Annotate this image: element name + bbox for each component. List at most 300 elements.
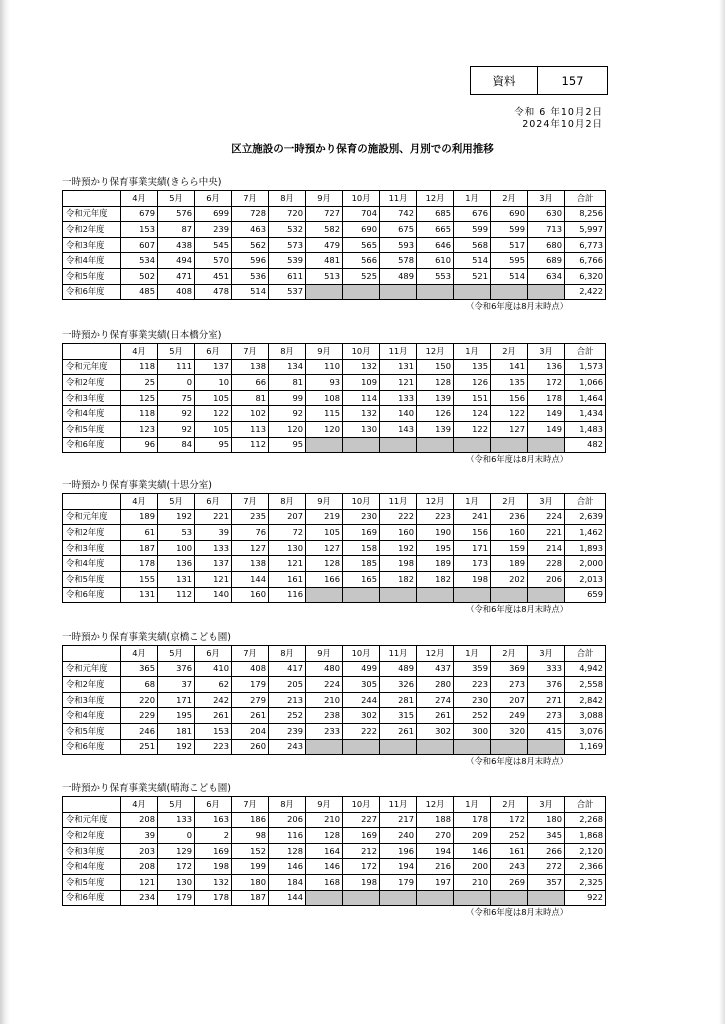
empty-month-cell	[343, 739, 380, 755]
month-value-cell: 578	[380, 253, 417, 269]
month-value-cell: 224	[306, 677, 343, 693]
table-row	[63, 587, 606, 603]
month-value-cell: 269	[491, 874, 528, 890]
month-value-cell: 478	[195, 284, 232, 300]
month-value-cell: 212	[343, 843, 380, 859]
total-cell: 6,766	[565, 253, 606, 269]
month-value-cell: 171	[158, 692, 195, 708]
month-value-cell: 168	[306, 874, 343, 890]
month-value-cell: 133	[380, 390, 417, 406]
month-value-cell: 178	[528, 390, 565, 406]
empty-month-cell	[306, 284, 343, 300]
month-value-cell: 280	[417, 677, 454, 693]
month-value-cell: 182	[417, 571, 454, 587]
month-value-cell: 66	[232, 375, 269, 391]
table-row	[63, 253, 606, 269]
table-row	[63, 222, 606, 238]
empty-month-cell	[491, 587, 528, 603]
header-corner-cell	[63, 191, 121, 207]
month-value-cell: 206	[269, 812, 306, 828]
month-value-cell: 261	[417, 708, 454, 724]
month-value-cell: 144	[232, 571, 269, 587]
month-value-cell: 130	[343, 421, 380, 437]
column-header: 4月	[121, 646, 158, 662]
month-value-cell: 127	[306, 540, 343, 556]
total-cell: 3,088	[565, 708, 606, 724]
month-value-cell: 126	[417, 406, 454, 422]
month-value-cell: 165	[343, 571, 380, 587]
month-value-cell: 196	[380, 843, 417, 859]
month-value-cell: 300	[454, 723, 491, 739]
facility-section	[62, 329, 603, 466]
table-row	[63, 739, 606, 755]
month-value-cell: 189	[491, 556, 528, 572]
month-value-cell: 205	[269, 677, 306, 693]
month-value-cell: 408	[158, 284, 195, 300]
month-value-cell: 186	[232, 812, 269, 828]
month-value-cell: 62	[195, 677, 232, 693]
empty-month-cell	[343, 587, 380, 603]
month-value-cell: 121	[121, 874, 158, 890]
month-value-cell: 169	[343, 828, 380, 844]
month-value-cell: 214	[528, 540, 565, 556]
month-value-cell: 369	[491, 661, 528, 677]
month-value-cell: 213	[269, 692, 306, 708]
month-value-cell: 192	[158, 739, 195, 755]
month-value-cell: 410	[195, 661, 232, 677]
column-header: 10月	[343, 646, 380, 662]
column-header: 9月	[306, 344, 343, 360]
month-value-cell: 376	[158, 661, 195, 677]
column-header: 3月	[528, 494, 565, 510]
total-cell: 659	[565, 587, 606, 603]
month-value-cell: 131	[121, 587, 158, 603]
facility-section	[62, 631, 603, 768]
empty-month-cell	[380, 890, 417, 906]
total-cell: 2,366	[565, 859, 606, 875]
month-value-cell: 727	[306, 206, 343, 222]
row-label: 令和4年度	[63, 253, 121, 269]
column-header: 8月	[269, 646, 306, 662]
column-header: 11月	[380, 646, 417, 662]
month-value-cell: 270	[417, 828, 454, 844]
month-value-cell: 105	[195, 421, 232, 437]
total-cell: 2,268	[565, 812, 606, 828]
month-value-cell: 166	[306, 571, 343, 587]
month-value-cell: 227	[343, 812, 380, 828]
month-value-cell: 271	[528, 692, 565, 708]
month-value-cell: 502	[121, 268, 158, 284]
month-value-cell: 690	[491, 206, 528, 222]
month-value-cell: 100	[158, 540, 195, 556]
month-value-cell: 189	[417, 556, 454, 572]
month-value-cell: 596	[232, 253, 269, 269]
month-value-cell: 125	[121, 390, 158, 406]
month-value-cell: 105	[195, 390, 232, 406]
month-value-cell: 665	[417, 222, 454, 238]
total-cell: 2,639	[565, 509, 606, 525]
column-header: 10月	[343, 344, 380, 360]
month-value-cell: 178	[454, 812, 491, 828]
month-value-cell: 198	[454, 571, 491, 587]
column-header: 3月	[528, 191, 565, 207]
month-value-cell: 179	[232, 677, 269, 693]
table-row	[63, 571, 606, 587]
month-value-cell: 25	[121, 375, 158, 391]
header-corner-cell	[63, 494, 121, 510]
table-header-row	[63, 797, 606, 813]
month-value-cell: 607	[121, 237, 158, 253]
total-cell: 2,120	[565, 843, 606, 859]
section-title: 一時預かり保育事業実績(京橋こども園)	[62, 632, 231, 643]
month-value-cell: 128	[306, 556, 343, 572]
month-value-cell: 415	[528, 723, 565, 739]
column-header: 5月	[158, 344, 195, 360]
empty-month-cell	[528, 739, 565, 755]
row-label: 令和3年度	[63, 237, 121, 253]
column-header: 6月	[195, 797, 232, 813]
table-header-row	[63, 494, 606, 510]
month-value-cell: 122	[195, 406, 232, 422]
month-value-cell: 249	[491, 708, 528, 724]
month-value-cell: 242	[195, 692, 232, 708]
total-cell: 8,256	[565, 206, 606, 222]
month-value-cell: 251	[121, 739, 158, 755]
month-value-cell: 279	[232, 692, 269, 708]
row-label: 令和元年度	[63, 509, 121, 525]
row-label: 令和5年度	[63, 421, 121, 437]
month-value-cell: 161	[491, 843, 528, 859]
month-value-cell: 113	[232, 421, 269, 437]
row-label: 令和6年度	[63, 890, 121, 906]
month-value-cell: 244	[343, 692, 380, 708]
month-value-cell: 206	[528, 571, 565, 587]
document-number-box	[470, 66, 608, 95]
month-value-cell: 95	[195, 437, 232, 453]
month-value-cell: 198	[380, 556, 417, 572]
month-value-cell: 223	[195, 739, 232, 755]
month-value-cell: 87	[158, 222, 195, 238]
month-value-cell: 539	[269, 253, 306, 269]
table-row	[63, 206, 606, 222]
empty-month-cell	[528, 587, 565, 603]
month-value-cell: 112	[232, 437, 269, 453]
row-label: 令和4年度	[63, 859, 121, 875]
month-value-cell: 229	[121, 708, 158, 724]
month-value-cell: 120	[269, 421, 306, 437]
month-value-cell: 302	[417, 723, 454, 739]
month-value-cell: 135	[491, 375, 528, 391]
month-value-cell: 675	[380, 222, 417, 238]
table-row	[63, 859, 606, 875]
empty-month-cell	[491, 890, 528, 906]
month-value-cell: 61	[121, 525, 158, 541]
month-value-cell: 525	[343, 268, 380, 284]
month-value-cell: 197	[417, 874, 454, 890]
month-value-cell: 143	[380, 421, 417, 437]
month-value-cell: 195	[417, 540, 454, 556]
total-cell: 3,076	[565, 723, 606, 739]
month-value-cell: 158	[343, 540, 380, 556]
column-header: 2月	[491, 494, 528, 510]
month-value-cell: 534	[121, 253, 158, 269]
month-value-cell: 634	[528, 268, 565, 284]
table-row	[63, 359, 606, 375]
month-value-cell: 129	[158, 843, 195, 859]
month-value-cell: 149	[528, 406, 565, 422]
month-value-cell: 99	[269, 390, 306, 406]
table-row	[63, 437, 606, 453]
month-value-cell: 357	[528, 874, 565, 890]
month-value-cell: 171	[454, 540, 491, 556]
month-value-cell: 532	[269, 222, 306, 238]
column-header: 7月	[232, 494, 269, 510]
month-value-cell: 553	[417, 268, 454, 284]
row-label: 令和6年度	[63, 739, 121, 755]
column-header: 4月	[121, 191, 158, 207]
section-title: 一時預かり保育事業実績(晴海こども園)	[62, 783, 231, 794]
row-label: 令和元年度	[63, 661, 121, 677]
month-value-cell: 128	[306, 828, 343, 844]
table-row	[63, 890, 606, 906]
month-value-cell: 679	[121, 206, 158, 222]
month-value-cell: 198	[195, 859, 232, 875]
month-value-cell: 81	[232, 390, 269, 406]
month-value-cell: 192	[158, 509, 195, 525]
row-label: 令和元年度	[63, 359, 121, 375]
month-value-cell: 181	[158, 723, 195, 739]
month-value-cell: 116	[269, 828, 306, 844]
column-header: 12月	[417, 797, 454, 813]
column-header: 2月	[491, 646, 528, 662]
month-value-cell: 208	[121, 812, 158, 828]
month-value-cell: 224	[528, 509, 565, 525]
table-row	[63, 375, 606, 391]
month-value-cell: 233	[306, 723, 343, 739]
month-value-cell: 127	[232, 540, 269, 556]
month-value-cell: 690	[343, 222, 380, 238]
month-value-cell: 2	[195, 828, 232, 844]
month-value-cell: 194	[380, 859, 417, 875]
month-value-cell: 611	[269, 268, 306, 284]
month-value-cell: 195	[158, 708, 195, 724]
total-cell: 2,558	[565, 677, 606, 693]
row-label: 令和2年度	[63, 525, 121, 541]
month-value-cell: 273	[491, 677, 528, 693]
month-value-cell: 111	[158, 359, 195, 375]
empty-month-cell	[528, 437, 565, 453]
empty-month-cell	[454, 437, 491, 453]
month-value-cell: 566	[343, 253, 380, 269]
row-label: 令和2年度	[63, 828, 121, 844]
footnote: （令和6年度は8月末時点）	[466, 907, 568, 918]
month-value-cell: 116	[269, 587, 306, 603]
month-value-cell: 146	[454, 843, 491, 859]
month-value-cell: 93	[306, 375, 343, 391]
month-value-cell: 252	[269, 708, 306, 724]
column-header: 6月	[195, 191, 232, 207]
month-value-cell: 68	[121, 677, 158, 693]
table-row	[63, 812, 606, 828]
month-value-cell: 140	[380, 406, 417, 422]
table-row	[63, 708, 606, 724]
empty-month-cell	[417, 437, 454, 453]
month-value-cell: 241	[454, 509, 491, 525]
table-row	[63, 390, 606, 406]
month-value-cell: 133	[195, 540, 232, 556]
month-value-cell: 704	[343, 206, 380, 222]
month-value-cell: 159	[491, 540, 528, 556]
column-header: 10月	[343, 797, 380, 813]
month-value-cell: 122	[491, 406, 528, 422]
month-value-cell: 198	[343, 874, 380, 890]
total-cell: 1,066	[565, 375, 606, 391]
month-value-cell: 37	[158, 677, 195, 693]
row-label: 令和2年度	[63, 222, 121, 238]
month-value-cell: 514	[491, 268, 528, 284]
month-value-cell: 514	[232, 284, 269, 300]
row-label: 令和4年度	[63, 406, 121, 422]
column-header: 6月	[195, 494, 232, 510]
month-value-cell: 124	[454, 406, 491, 422]
month-value-cell: 164	[306, 843, 343, 859]
month-value-cell: 53	[158, 525, 195, 541]
total-cell: 1,434	[565, 406, 606, 422]
row-label: 令和元年度	[63, 812, 121, 828]
month-value-cell: 223	[454, 677, 491, 693]
month-value-cell: 160	[232, 587, 269, 603]
month-value-cell: 180	[528, 812, 565, 828]
month-value-cell: 208	[121, 859, 158, 875]
table-row	[63, 284, 606, 300]
section-title: 一時預かり保育事業実績(日本橋分室)	[62, 330, 222, 341]
month-value-cell: 149	[528, 421, 565, 437]
row-label: 令和6年度	[63, 284, 121, 300]
table-row	[63, 509, 606, 525]
empty-month-cell	[380, 437, 417, 453]
month-value-cell: 234	[121, 890, 158, 906]
month-value-cell: 536	[232, 268, 269, 284]
month-value-cell: 137	[195, 556, 232, 572]
table-row	[63, 723, 606, 739]
month-value-cell: 680	[528, 237, 565, 253]
month-value-cell: 217	[380, 812, 417, 828]
row-label: 令和4年度	[63, 708, 121, 724]
month-value-cell: 127	[491, 421, 528, 437]
month-value-cell: 481	[306, 253, 343, 269]
month-value-cell: 140	[195, 587, 232, 603]
month-value-cell: 156	[454, 525, 491, 541]
empty-month-cell	[417, 587, 454, 603]
month-value-cell: 120	[306, 421, 343, 437]
table-row	[63, 661, 606, 677]
month-value-cell: 138	[232, 556, 269, 572]
month-value-cell: 184	[269, 874, 306, 890]
table-row	[63, 843, 606, 859]
usage-table	[62, 796, 606, 906]
month-value-cell: 72	[269, 525, 306, 541]
month-value-cell: 179	[158, 890, 195, 906]
month-value-cell: 131	[380, 359, 417, 375]
empty-month-cell	[528, 890, 565, 906]
month-value-cell: 161	[269, 571, 306, 587]
month-value-cell: 471	[158, 268, 195, 284]
column-header: 8月	[269, 494, 306, 510]
column-header: 5月	[158, 494, 195, 510]
month-value-cell: 720	[269, 206, 306, 222]
footnote: （令和6年度は8月末時点）	[466, 756, 568, 767]
month-value-cell: 480	[306, 661, 343, 677]
month-value-cell: 136	[158, 556, 195, 572]
month-value-cell: 230	[454, 692, 491, 708]
month-value-cell: 188	[417, 812, 454, 828]
document-number: 157	[561, 73, 584, 88]
month-value-cell: 204	[232, 723, 269, 739]
empty-month-cell	[417, 284, 454, 300]
month-value-cell: 261	[232, 708, 269, 724]
month-value-cell: 728	[232, 206, 269, 222]
month-value-cell: 81	[269, 375, 306, 391]
month-value-cell: 169	[195, 843, 232, 859]
table-header-row	[63, 191, 606, 207]
month-value-cell: 272	[528, 859, 565, 875]
column-header: 12月	[417, 191, 454, 207]
total-cell: 4,942	[565, 661, 606, 677]
month-value-cell: 216	[417, 859, 454, 875]
month-value-cell: 92	[158, 421, 195, 437]
header-corner-cell	[63, 344, 121, 360]
month-value-cell: 489	[380, 661, 417, 677]
table-row	[63, 556, 606, 572]
month-value-cell: 222	[380, 509, 417, 525]
month-value-cell: 185	[343, 556, 380, 572]
total-cell: 6,320	[565, 268, 606, 284]
month-value-cell: 221	[195, 509, 232, 525]
empty-month-cell	[454, 890, 491, 906]
total-cell: 2,013	[565, 571, 606, 587]
total-cell: 1,868	[565, 828, 606, 844]
month-value-cell: 742	[380, 206, 417, 222]
total-cell: 1,169	[565, 739, 606, 755]
month-value-cell: 699	[195, 206, 232, 222]
month-value-cell: 173	[454, 556, 491, 572]
month-value-cell: 246	[121, 723, 158, 739]
month-value-cell: 156	[491, 390, 528, 406]
month-value-cell: 118	[121, 359, 158, 375]
month-value-cell: 240	[380, 828, 417, 844]
column-header: 12月	[417, 646, 454, 662]
month-value-cell: 479	[306, 237, 343, 253]
total-cell: 1,573	[565, 359, 606, 375]
month-value-cell: 118	[121, 406, 158, 422]
month-value-cell: 153	[195, 723, 232, 739]
month-value-cell: 130	[269, 540, 306, 556]
total-cell: 1,483	[565, 421, 606, 437]
column-header: 合計	[565, 344, 606, 360]
empty-month-cell	[380, 739, 417, 755]
usage-table	[62, 493, 606, 603]
column-header: 4月	[121, 797, 158, 813]
month-value-cell: 315	[380, 708, 417, 724]
month-value-cell: 252	[491, 828, 528, 844]
month-value-cell: 562	[232, 237, 269, 253]
month-value-cell: 302	[343, 708, 380, 724]
column-header: 1月	[454, 344, 491, 360]
month-value-cell: 209	[454, 828, 491, 844]
month-value-cell: 163	[195, 812, 232, 828]
month-value-cell: 365	[121, 661, 158, 677]
empty-month-cell	[491, 437, 528, 453]
